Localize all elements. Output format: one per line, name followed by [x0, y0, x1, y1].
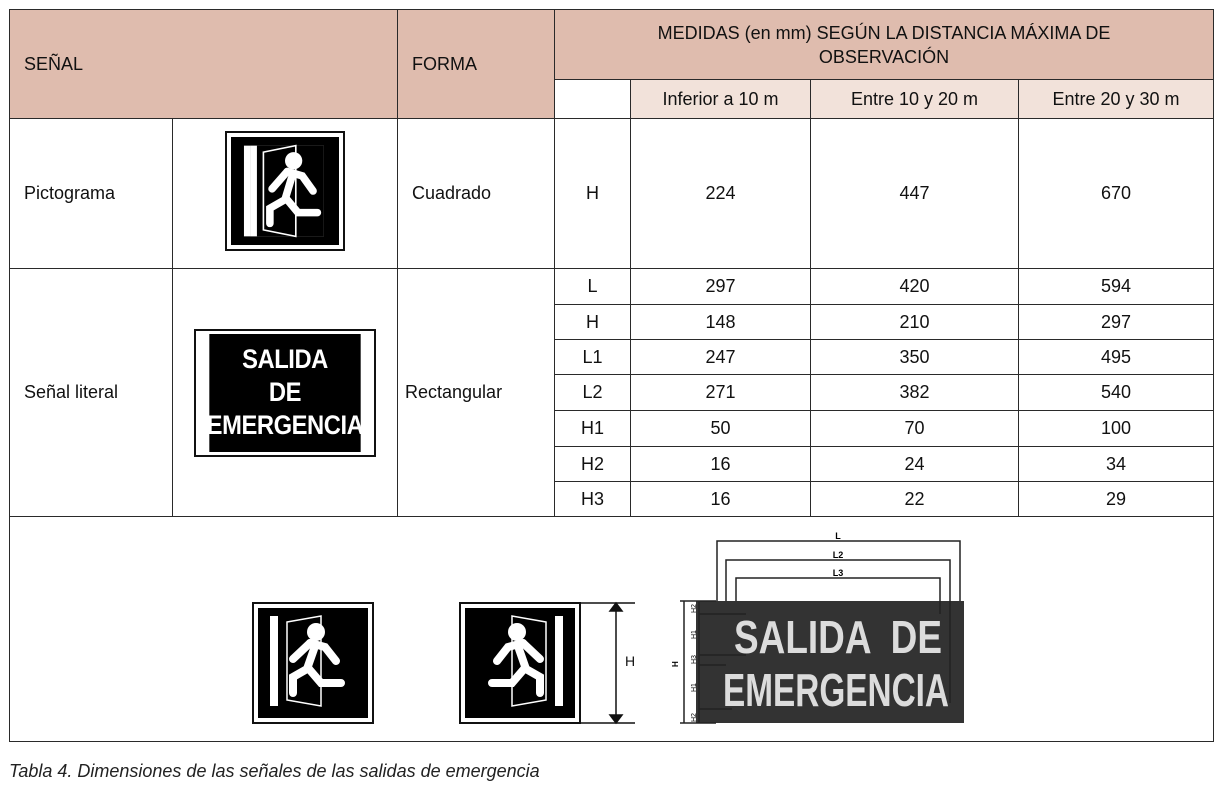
- dim-value: 297: [631, 269, 811, 305]
- dim-value: 29: [1019, 482, 1214, 517]
- row-name: Señal literal: [10, 269, 173, 517]
- dim-label: H3: [555, 482, 631, 517]
- header-forma: FORMA: [398, 10, 555, 119]
- dim-label-side: H1: [691, 630, 698, 639]
- dimensions-table: [9, 9, 1214, 742]
- dim-label: H2: [555, 447, 631, 482]
- pictogram-cell: [173, 119, 398, 269]
- dimension-diagram: [10, 517, 1214, 741]
- dim-value: 297: [1019, 305, 1214, 340]
- dim-value: 16: [631, 482, 811, 517]
- dim-label-side: H2: [691, 713, 698, 722]
- dim-label-l3: L3: [832, 568, 844, 578]
- dim-value: 148: [631, 305, 811, 340]
- dim-value: 100: [1019, 411, 1214, 447]
- header-distance-2: Entre 10 y 20 m: [811, 80, 1019, 119]
- dim-label: L: [555, 269, 631, 305]
- dim-value: 540: [1019, 375, 1214, 411]
- dim-value: 594: [1019, 269, 1214, 305]
- dim-value: 420: [811, 269, 1019, 305]
- diagram-row: [10, 517, 1214, 742]
- header-medidas: MEDIDAS (en mm) SEGÚN LA DISTANCIA MÁXIMA DE OBSERVACIÓN: [555, 10, 1214, 80]
- table-caption: Tabla 4. Dimensiones de las señales de las salidas de emergencia: [9, 761, 540, 781]
- literal-sign-diagram: [666, 531, 964, 723]
- sign-line: EMERGENCIA: [206, 410, 364, 440]
- diagram-cell: [10, 517, 1214, 742]
- dim-value: 382: [811, 375, 1019, 411]
- dim-value: 670: [1019, 119, 1214, 269]
- dim-value: 34: [1019, 447, 1214, 482]
- dim-label-l: L: [835, 531, 841, 541]
- row-name: Pictograma: [10, 119, 173, 269]
- dim-value: 50: [631, 411, 811, 447]
- salida-emergencia-sign: [194, 329, 376, 457]
- dim-label-total-h: H: [671, 661, 680, 667]
- sign-line: SALIDA: [242, 344, 328, 374]
- dim-value: 350: [811, 340, 1019, 375]
- sign-line: DE: [268, 377, 302, 407]
- sign-text-line-1: SALIDA DE: [734, 611, 942, 663]
- dim-value: 247: [631, 340, 811, 375]
- dim-value: 495: [1019, 340, 1214, 375]
- dim-value: 22: [811, 482, 1019, 517]
- height-label: H: [625, 653, 636, 669]
- exit-pictogram-left-icon: [253, 603, 373, 723]
- dim-value: 70: [811, 411, 1019, 447]
- header-distance-1: Inferior a 10 m: [631, 80, 811, 119]
- dim-value: 16: [631, 447, 811, 482]
- dim-value: 447: [811, 119, 1019, 269]
- running-man-exit-icon: [225, 131, 345, 251]
- table-row: [10, 269, 1214, 305]
- dim-label: L2: [555, 375, 631, 411]
- dim-label-side: H2: [691, 604, 698, 613]
- header-blank: [555, 80, 631, 119]
- dim-label-side: H3: [691, 655, 698, 664]
- dim-label: H: [555, 305, 631, 340]
- dim-label: H: [555, 119, 631, 269]
- dim-label-side: H1: [691, 683, 698, 692]
- literal-sign-cell: [173, 269, 398, 517]
- dim-value: 210: [811, 305, 1019, 340]
- table-row: [10, 119, 1214, 269]
- header-senal: SEÑAL: [10, 10, 398, 119]
- sign-text-line-2: EMERGENCIA: [723, 664, 949, 716]
- header-distance-3: Entre 20 y 30 m: [1019, 80, 1214, 119]
- dim-label-l2: L2: [832, 550, 844, 560]
- row-forma: Cuadrado: [398, 119, 555, 269]
- dim-value: 271: [631, 375, 811, 411]
- dim-label: H1: [555, 411, 631, 447]
- dim-value: 24: [811, 447, 1019, 482]
- dim-value: 224: [631, 119, 811, 269]
- exit-pictogram-right-icon: [460, 603, 580, 723]
- dim-label: L1: [555, 340, 631, 375]
- row-forma: Rectangular: [398, 269, 555, 517]
